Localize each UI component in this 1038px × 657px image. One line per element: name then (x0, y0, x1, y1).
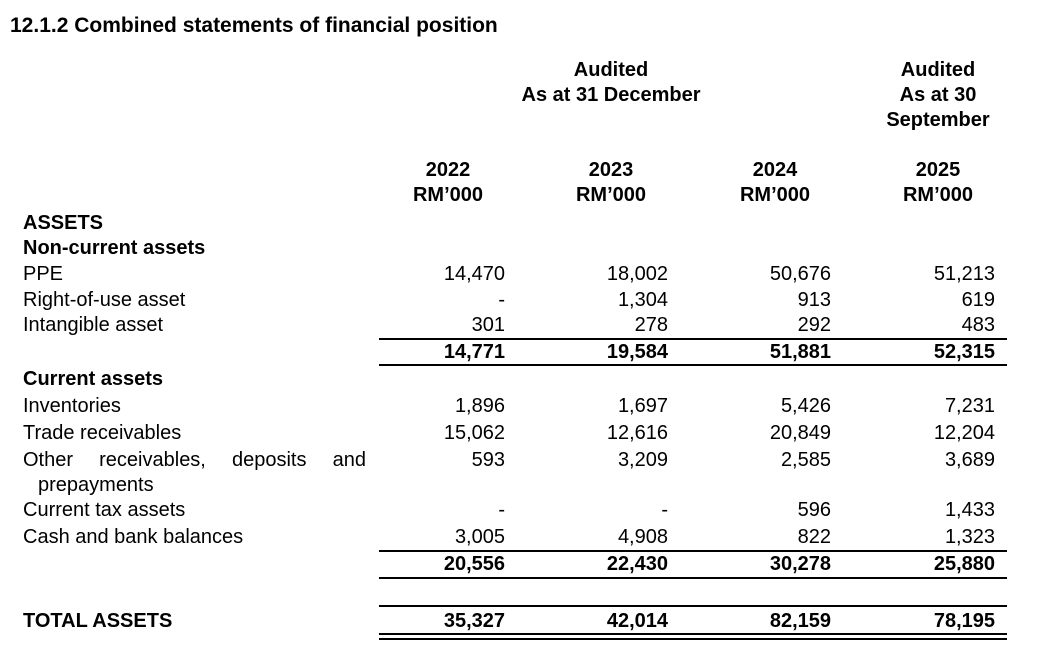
cell-ppe-2024: 50,676 (769, 263, 831, 285)
header-audited-sep-line1: Audited (900, 59, 976, 81)
header-audited-sep-line2: As at 30 (899, 84, 977, 106)
total-assets-2025: 78,195 (933, 610, 995, 632)
row-label-trade-receivables: Trade receivables (23, 422, 182, 444)
row-label-intangible: Intangible asset (23, 314, 164, 336)
header-audited-sep-line3: September (886, 109, 990, 131)
cell-trade-2024: 20,849 (769, 422, 831, 444)
subtotal-non-current-2022: 14,771 (443, 341, 505, 363)
cell-intangible-2024: 292 (797, 314, 831, 336)
header-audited-december (480, 58, 742, 108)
year-label: 2022 (425, 159, 471, 181)
cell-inventories-2024: 5,426 (780, 395, 831, 417)
row-label-other-receivables-cont: prepayments (38, 474, 154, 496)
section-title: 12.1.2 Combined statements of financial position (10, 14, 498, 37)
header-audited-dec-line2: As at 31 December (521, 84, 701, 106)
subtotal-non-current-2024: 51,881 (769, 341, 831, 363)
rule-current-bottom (379, 577, 1007, 579)
cell-trade-2023: 12,616 (606, 422, 668, 444)
year-label: 2024 (752, 159, 798, 181)
cell-ppe-2022: 14,470 (443, 263, 505, 285)
assets-heading: ASSETS (23, 212, 104, 234)
cell-other-2025: 3,689 (944, 449, 995, 471)
year-label: 2025 (915, 159, 961, 181)
col-header-2022 (398, 158, 498, 208)
cell-rou-2023: 1,304 (617, 289, 668, 311)
rule-total-top (379, 605, 1007, 607)
header-audited-september (866, 58, 1010, 133)
cell-other-2024: 2,585 (780, 449, 831, 471)
unit-label: RM’000 (575, 184, 647, 206)
cell-intangible-2023: 278 (634, 314, 668, 336)
row-label-current-tax: Current tax assets (23, 499, 186, 521)
year-label: 2023 (588, 159, 634, 181)
col-header-2023 (561, 158, 661, 208)
row-label-ppe: PPE (23, 263, 64, 285)
cell-tax-2025: 1,433 (944, 499, 995, 521)
cell-other-2023: 3,209 (617, 449, 668, 471)
current-assets-heading: Current assets (23, 368, 164, 390)
subtotal-current-2024: 30,278 (769, 553, 831, 575)
cell-cash-2025: 1,323 (944, 526, 995, 548)
col-header-2024 (725, 158, 825, 208)
cell-cash-2023: 4,908 (617, 526, 668, 548)
col-header-2025 (888, 158, 988, 208)
row-label-inventories: Inventories (23, 395, 121, 417)
cell-trade-2025: 12,204 (933, 422, 995, 444)
cell-intangible-2022: 301 (471, 314, 505, 336)
cell-trade-2022: 15,062 (443, 422, 505, 444)
row-label-other-receivables: Other receivables, deposits and (23, 449, 366, 471)
subtotal-current-2025: 25,880 (933, 553, 995, 575)
cell-tax-2024: 596 (797, 499, 831, 521)
cell-tax-2023: - (661, 499, 668, 521)
total-assets-2024: 82,159 (769, 610, 831, 632)
total-assets-2023: 42,014 (606, 610, 668, 632)
non-current-assets-heading: Non-current assets (23, 237, 206, 259)
rule-non-current-bottom (379, 364, 1007, 366)
cell-rou-2024: 913 (797, 289, 831, 311)
row-label-right-of-use: Right-of-use asset (23, 289, 186, 311)
cell-intangible-2025: 483 (961, 314, 995, 336)
header-audited-dec-line1: Audited (573, 59, 649, 81)
subtotal-non-current-2023: 19,584 (606, 341, 668, 363)
total-assets-2022: 35,327 (443, 610, 505, 632)
rule-total-double (379, 633, 1007, 640)
cell-inventories-2023: 1,697 (617, 395, 668, 417)
subtotal-non-current-2025: 52,315 (933, 341, 995, 363)
cell-tax-2022: - (498, 499, 505, 521)
cell-ppe-2025: 51,213 (933, 263, 995, 285)
unit-label: RM’000 (902, 184, 974, 206)
row-label-cash: Cash and bank balances (23, 526, 244, 548)
unit-label: RM’000 (739, 184, 811, 206)
unit-label: RM’000 (412, 184, 484, 206)
cell-cash-2022: 3,005 (454, 526, 505, 548)
cell-inventories-2025: 7,231 (944, 395, 995, 417)
cell-cash-2024: 822 (797, 526, 831, 548)
total-assets-label: TOTAL ASSETS (23, 610, 173, 632)
subtotal-current-2023: 22,430 (606, 553, 668, 575)
subtotal-current-2022: 20,556 (443, 553, 505, 575)
cell-rou-2022: - (498, 289, 505, 311)
cell-inventories-2022: 1,896 (454, 395, 505, 417)
cell-rou-2025: 619 (961, 289, 995, 311)
cell-ppe-2023: 18,002 (606, 263, 668, 285)
cell-other-2022: 593 (471, 449, 505, 471)
